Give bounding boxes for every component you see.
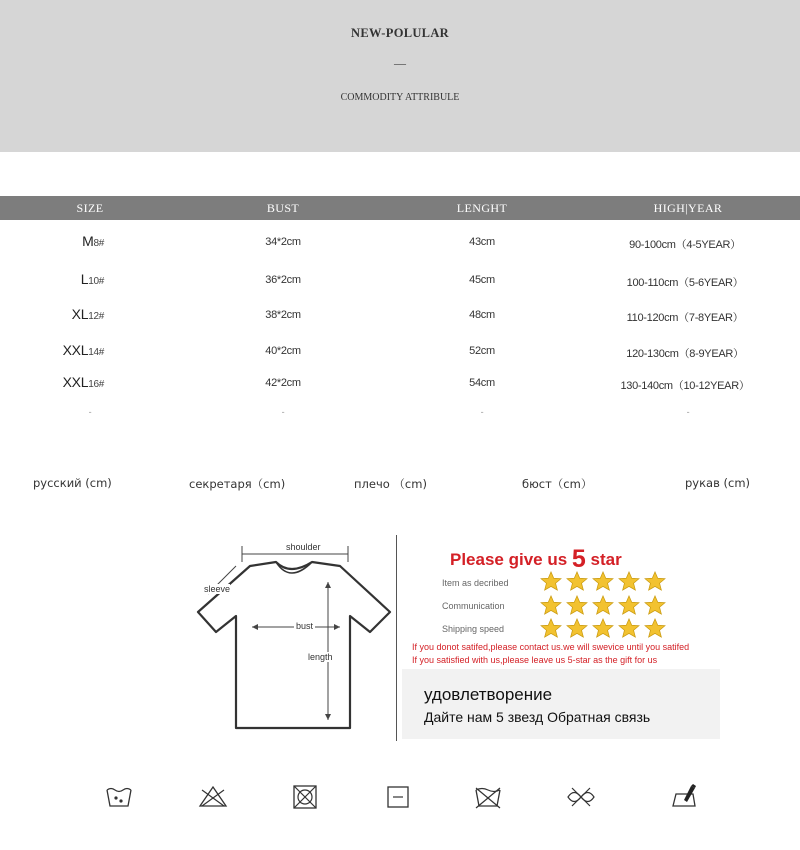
star-row: [540, 595, 670, 615]
size-label: L: [80, 271, 89, 287]
feedback-note: If you satisfied with us,please leave us 5-star as the gift for us: [412, 655, 658, 665]
measurement-label: русский (cm): [33, 476, 112, 490]
high-year-value: 90-100cm（4-5YEAR）: [629, 239, 741, 251]
measurement-label: плечо （cm): [354, 477, 427, 491]
bust-label: bust: [296, 621, 314, 631]
russian-title: удовлетворение: [424, 685, 553, 704]
size-label: XXL: [62, 342, 89, 358]
tshirt-diagram: [190, 532, 400, 747]
tshirt-outline-icon: [190, 532, 400, 747]
high-year-value: 100-110cm（5-6YEAR）: [626, 277, 744, 289]
high-year-value: 120-130cm（8-9YEAR）: [626, 348, 744, 360]
length-value: 45cm: [469, 274, 495, 286]
size-label: M: [82, 233, 94, 249]
star-row: [540, 571, 670, 591]
size-code: 12#: [88, 311, 104, 322]
dash-cell: -: [480, 407, 484, 417]
no-dry-clean-icon: [473, 784, 503, 810]
bust-value: 40*2cm: [265, 345, 301, 357]
measurement-label: рукав (cm): [685, 476, 751, 490]
rating-item-label: Item as decribed: [442, 578, 509, 588]
length-label: length: [308, 652, 333, 662]
shoulder-label: shoulder: [286, 542, 321, 552]
table-row: [0, 233, 800, 255]
no-tumble-dry-icon: [290, 784, 320, 810]
table-row: [0, 271, 800, 293]
dash-cell: -: [281, 407, 285, 417]
length-value: 48cm: [469, 309, 495, 321]
size-code: 16#: [88, 379, 104, 390]
dash-cell: -: [88, 407, 92, 417]
size-code: 8#: [93, 238, 104, 249]
high-year-value: 110-120cm（7-8YEAR）: [626, 312, 744, 324]
wash-30-icon: [104, 784, 134, 810]
star-icon: [618, 618, 640, 638]
star-icon: [592, 618, 614, 638]
header-high-year: HIGH|YEAR: [653, 201, 723, 215]
iron-icon: [669, 784, 699, 810]
star-icon: [566, 571, 588, 591]
size-label: XL: [71, 306, 89, 322]
table-row: [0, 342, 800, 364]
star-icon: [540, 571, 562, 591]
length-value: 43cm: [469, 236, 495, 248]
star-icon: [644, 571, 666, 591]
star-icon: [540, 595, 562, 615]
divider: [396, 535, 397, 741]
rating-item-label: Shipping speed: [442, 624, 505, 634]
size-label: XXL: [62, 374, 89, 390]
length-value: 54cm: [469, 377, 495, 389]
table-row: [0, 374, 800, 396]
length-value: 52cm: [469, 345, 495, 357]
header-length: LENGHT: [456, 201, 508, 215]
bust-value: 36*2cm: [265, 274, 301, 286]
header-size: SIZE: [76, 201, 104, 215]
rating-title: Please give us 5 star: [450, 545, 622, 573]
rating-item-label: Communication: [442, 601, 505, 611]
header-bust: BUST: [266, 201, 300, 215]
satisfaction-note: If you donot satifed,please contact us.we will swevice until you satifed: [412, 642, 690, 652]
star-icon: [566, 618, 588, 638]
bust-value: 42*2cm: [265, 377, 301, 389]
size-code: 10#: [88, 276, 104, 287]
star-icon: [644, 595, 666, 615]
dry-icon: [383, 784, 413, 810]
size-code: 14#: [88, 347, 104, 358]
star-icon: [618, 595, 640, 615]
star-icon: [540, 618, 562, 638]
star-icon: [592, 595, 614, 615]
russian-subtitle: Дайте нам 5 звезд Обратная связь: [424, 709, 651, 725]
bust-value: 38*2cm: [265, 309, 301, 321]
banner-title: NEW-POLULAR: [351, 26, 449, 40]
no-wring-icon: [566, 784, 596, 810]
banner-subtitle: COMMODITY ATTRIBULE: [340, 92, 460, 103]
rating-request-panel: [402, 535, 720, 735]
star-icon: [644, 618, 666, 638]
high-year-value: 130-140cm（10-12YEAR）: [620, 380, 750, 392]
table-row: [0, 407, 800, 429]
no-bleach-icon: [198, 784, 228, 810]
sleeve-label: sleeve: [204, 584, 231, 594]
table-row: [0, 306, 800, 328]
measurement-label: секретаря（cm): [189, 477, 286, 491]
star-icon: [566, 595, 588, 615]
banner-dash: —: [394, 56, 406, 70]
star-icon: [618, 571, 640, 591]
size-table-header: [0, 196, 800, 220]
bust-value: 34*2cm: [265, 236, 301, 248]
header-banner: [0, 0, 800, 152]
dash-cell: -: [686, 407, 690, 417]
star-row: [540, 618, 670, 638]
star-icon: [592, 571, 614, 591]
measurement-label: бюст（cm）: [522, 477, 593, 491]
